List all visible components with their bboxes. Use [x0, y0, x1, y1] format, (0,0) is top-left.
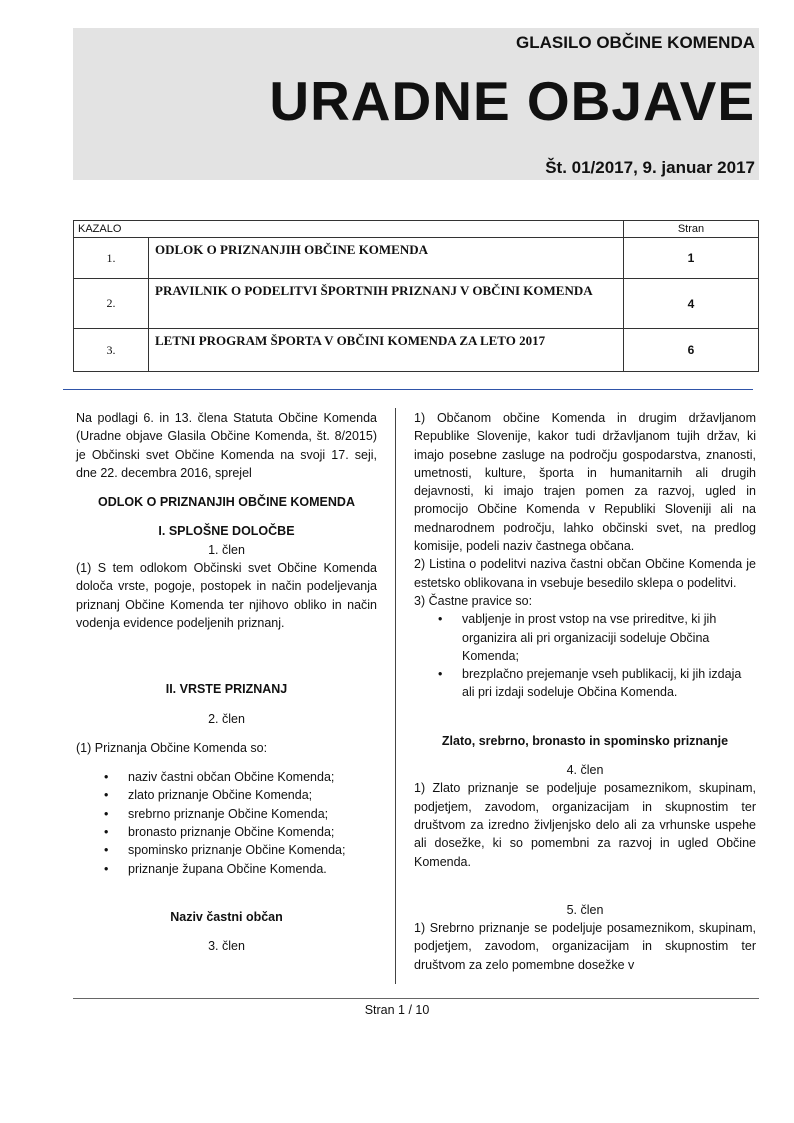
toc-row[interactable] — [74, 238, 759, 279]
section-divider — [63, 389, 753, 390]
bullet-icon: • — [104, 825, 109, 840]
list-item — [438, 665, 756, 702]
award-types-list — [76, 768, 377, 878]
footer-divider — [73, 998, 759, 999]
table-of-contents — [73, 220, 759, 372]
article-heading: 5. člen — [566, 902, 604, 917]
column-divider — [395, 408, 396, 984]
list-item — [104, 823, 377, 841]
article-paragraph: 3) Častne pravice so: — [414, 593, 533, 608]
toc-row-title[interactable]: PRAVILNIK O PODELITVI ŠPORTNIH PRIZNANJ V OBČINI KOMENDA — [149, 279, 624, 329]
toc-row-title[interactable]: LETNI PROGRAM ŠPORTA V OBČINI KOMENDA ZA LETO 2017 — [149, 329, 624, 372]
list-item-text: bronasto priznanje Občine Komenda; — [128, 825, 335, 840]
toc-header-row — [74, 221, 759, 238]
list-item-text: brezplačno prejemanje vseh publikacij, ki jih izdaja ali pri izdaji sodeluje Občina Komenda. — [462, 667, 742, 700]
article-heading: 4. člen — [566, 763, 604, 778]
toc-row[interactable] — [74, 329, 759, 372]
article-heading: 2. člen — [208, 711, 245, 726]
list-item — [104, 768, 377, 786]
article-heading: 1. člen — [208, 542, 245, 557]
bullet-icon: • — [104, 806, 109, 821]
bullet-icon: • — [104, 843, 109, 858]
article-heading: 3. člen — [208, 939, 245, 954]
masthead — [73, 28, 759, 180]
list-item-text: spominsko priznanje Občine Komenda; — [128, 843, 346, 858]
list-item — [438, 610, 756, 665]
publication-subtitle: GLASILO OBČINE KOMENDA — [516, 33, 755, 52]
toc-page-label: Stran — [624, 221, 759, 238]
toc-row-page: 6 — [624, 329, 759, 372]
toc-row-page: 1 — [624, 238, 759, 279]
toc-row-number: 2. — [74, 279, 149, 329]
article-text: 1) Zlato priznanje se podeljuje posameznikom, skupinam, podjetjem, zavodom, organizacijam in skupnostim ter društvom za izredno življenjsko delo ali za vrhunske uspehe ali dosežke, ki so pomembni za razvoj in ugled Občine Komenda. — [414, 781, 756, 869]
list-item-text: priznanje župana Občine Komenda. — [128, 861, 327, 876]
toc-row-title[interactable]: ODLOK O PRIZNANJIH OBČINE KOMENDA — [149, 238, 624, 279]
section-heading: II. VRSTE PRIZNANJ — [165, 682, 288, 697]
issue-line: Št. 01/2017, 9. januar 2017 — [545, 158, 755, 177]
document-title: ODLOK O PRIZNANJIH OBČINE KOMENDA — [98, 495, 355, 510]
bullet-icon: • — [438, 612, 443, 627]
toc-row-page: 4 — [624, 279, 759, 329]
list-item — [104, 786, 377, 804]
bullet-icon: • — [104, 770, 109, 785]
article-text: (1) Priznanja Občine Komenda so: — [76, 740, 268, 755]
bullet-icon: • — [104, 788, 109, 803]
article-text: 1) Srebrno priznanje se podeljuje posameznikom, skupinam, podjetjem, zavodom, organizacijam in skupnostim ter društvom za zelo pomembne dosežke v — [414, 921, 756, 972]
toc-row-number: 1. — [74, 238, 149, 279]
bullet-icon: • — [438, 667, 443, 682]
list-item-text: vabljenje in prost vstop na vse prireditve, ki jih organizira ali pri organizaciji sodeluje Občina Komenda; — [462, 612, 717, 663]
toc-row[interactable] — [74, 279, 759, 329]
list-item-text: srebrno priznanje Občine Komenda; — [128, 806, 329, 821]
preamble-paragraph: Na podlagi 6. in 13. člena Statuta Občine Komenda (Uradne objave Glasila Občine Komenda, št. 8/2015) je Občinski svet Občine Komenda na svoji 17. seji, dne 22. decembra 2016, sprejel — [76, 411, 377, 480]
list-item — [104, 860, 377, 878]
publication-title: URADNE OBJAVE — [269, 70, 755, 132]
section-heading: Naziv častni občan — [170, 909, 283, 924]
article-paragraph: 1) Občanom občine Komenda in drugim državljanom Republike Slovenije, kakor tudi državljanom tujih držav, ki imajo posebne zasluge na področju gospodarstva, znanosti, umetnosti, kulture, športa in humanitarnih ali drugih dejavnosti, ki imajo trajen pomen za razvoj, ugled in promocijo Občine Komenda v Republiki Sloveniji ali na mednarodnem področju, lahko občinski svet, na predlog komisije, podeli naziv častnega občana. — [414, 411, 756, 554]
article-text: (1) S tem odlokom Občinski svet Občine Komenda določa vrste, pogoje, postopek in način podeljevanja priznanj Občine Komenda ter njihovo obliko in način vodenja evidence podeljenih priznanj. — [76, 561, 377, 630]
section-heading: Zlato, srebrno, bronasto in spominsko priznanje — [441, 733, 729, 748]
article-paragraph: 2) Listina o podelitvi naziva častni občan Občine Komenda je estetsko oblikovana in vsebuje besedilo sklepa o podelitvi. — [414, 557, 756, 590]
list-item — [104, 841, 377, 859]
list-item — [104, 805, 377, 823]
page-number: Stran 1 / 10 — [364, 1003, 430, 1017]
list-item-text: naziv častni občan Občine Komenda; — [128, 770, 335, 785]
list-item-text: zlato priznanje Občine Komenda; — [128, 788, 313, 803]
toc-label: KAZALO — [74, 221, 624, 238]
left-column — [76, 409, 377, 956]
section-heading: I. SPLOŠNE DOLOČBE — [158, 524, 295, 539]
toc-row-number: 3. — [74, 329, 149, 372]
bullet-icon: • — [104, 861, 109, 876]
honorary-rights-list — [414, 610, 756, 701]
right-column — [414, 409, 756, 974]
